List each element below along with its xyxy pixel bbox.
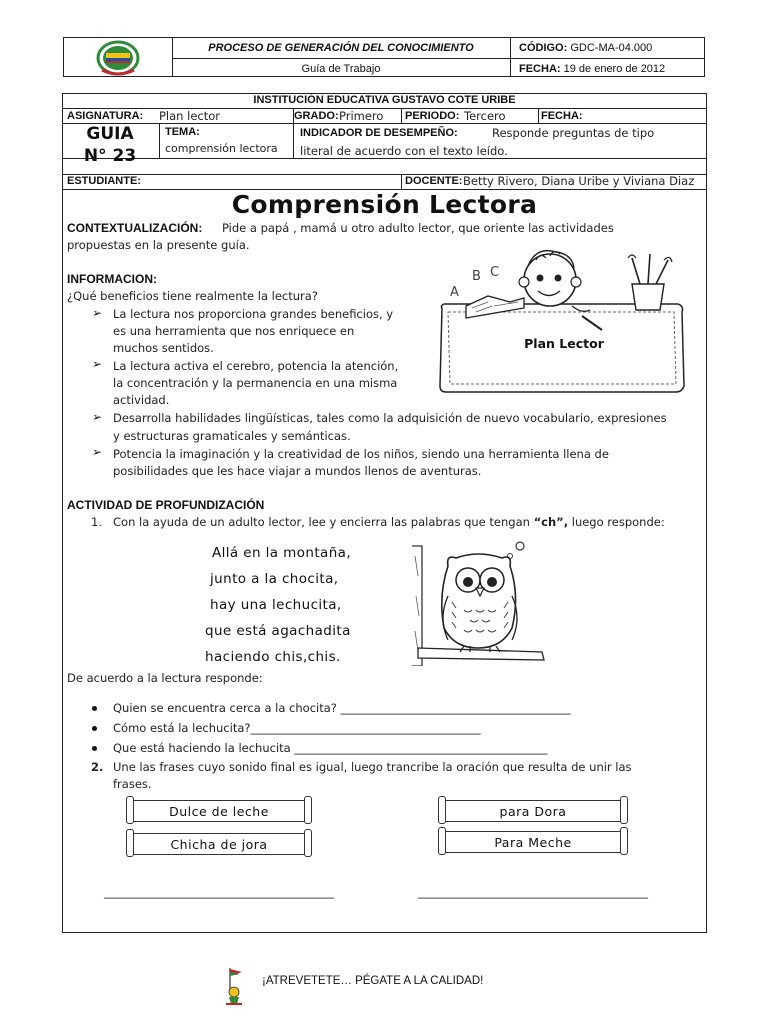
responde-instruction: De acuerdo a la lectura responde: — [67, 671, 263, 685]
info-bullet-1-line3: muchos sentidos. — [113, 341, 214, 355]
item2-line2: frases. — [113, 777, 152, 791]
plan-lector-label: Plan Lector — [524, 336, 604, 351]
info-bullet-1-line2: es una herramienta que nos enriquece en — [113, 324, 355, 338]
indicador-value-1: Responde preguntas de tipo — [492, 126, 655, 140]
tema-value: comprensión lectora — [165, 142, 278, 155]
item2-number: 2. — [91, 760, 104, 774]
indicador-value-2: literal de acuerdo con el texto leído. — [300, 144, 508, 158]
bullet-dot-icon — [92, 726, 97, 731]
phrase-para-meche[interactable]: Para Meche — [443, 831, 623, 853]
poem-line-5: haciendo chis,chis. — [205, 649, 341, 665]
actividad-heading: ACTIVIDAD DE PROFUNDIZACIÓN — [67, 498, 265, 512]
guia-label: GUIA — [86, 124, 134, 144]
page-title: Comprensión Lectora — [231, 190, 538, 219]
phrase-chicha-de-jora[interactable]: Chicha de jora — [131, 833, 307, 855]
arrow-bullet-icon: ➢ — [92, 357, 103, 371]
arrow-bullet-icon: ➢ — [92, 306, 103, 320]
document-header — [63, 37, 705, 77]
grado-value: Primero — [339, 109, 384, 123]
estudiante-label: ESTUDIANTE: — [67, 175, 141, 187]
periodo-label: PERIODO: — [405, 110, 460, 122]
tema-label: TEMA: — [165, 126, 200, 138]
plan-lector-illustration — [432, 236, 692, 398]
svg-text:C: C — [490, 265, 500, 280]
informacion-question: ¿Qué beneficios tiene realmente la lectura? — [67, 289, 318, 303]
phrase-para-dora[interactable]: para Dora — [443, 800, 623, 822]
info-bullet-3-line1: Desarrolla habilidades lingüísticas, tales como la adquisición de nuevo vocabulario, expresiones — [113, 411, 667, 425]
info-bullet-2-line3: actividad. — [113, 393, 170, 407]
phrase-dulce-de-leche[interactable]: Dulce de leche — [131, 800, 307, 822]
arrow-bullet-icon: ➢ — [92, 410, 103, 424]
docente-value: Betty Rivero, Diana Uribe y Viviana Diaz — [463, 174, 695, 188]
periodo-value: Tercero — [464, 109, 506, 123]
item1-number: 1. — [91, 515, 102, 529]
fecha-label: FECHA: — [541, 110, 583, 122]
poem-line-3: hay una lechucita, — [210, 597, 342, 613]
poem-line-1: Allá en la montaña, — [212, 545, 352, 561]
item2-line1: Une las frases cuyo sonido final es igual, luego trancribe la oración que resulta de unir las — [113, 760, 632, 774]
school-logo — [96, 40, 140, 76]
info-bullet-4-line1: Potencia la imaginación y la creatividad de los niños, siendo una herramienta llena de — [113, 447, 609, 461]
indicador-label: INDICADOR DE DESEMPEÑO: — [300, 127, 458, 139]
arrow-bullet-icon: ➢ — [92, 445, 103, 459]
info-bullet-1-line1: La lectura nos proporciona grandes beneficios, y — [113, 307, 394, 321]
poem-line-2: junto a la chocita, — [210, 571, 339, 587]
docente-label: DOCENTE: — [405, 175, 463, 187]
date-field: FECHA: 19 de enero de 2012 — [519, 62, 666, 75]
answer-line-right[interactable]: ________________________________________ — [418, 885, 648, 899]
doc-type: Guía de Trabajo — [301, 62, 381, 75]
asignatura-label: ASIGNATURA: — [67, 110, 144, 122]
institution-name: INSTITUCIÓN EDUCATIVA GUSTAVO COTE URIBE — [253, 94, 516, 106]
poem-line-4: que está agachadita — [205, 623, 351, 639]
grado-label: GRADO: — [294, 110, 339, 122]
owl-illustration — [412, 536, 552, 666]
informacion-heading: INFORMACION: — [67, 272, 157, 286]
question-1: Quien se encuentra cerca a la chocita? ________________________________________ — [113, 701, 571, 715]
process-title: PROCESO DE GENERACIÓN DEL CONOCIMIENTO — [208, 42, 474, 54]
info-bullet-2-line2: la concentración y la permanencia en una misma — [113, 376, 398, 390]
question-2: Cómo está la lechucita?________________________________________ — [113, 721, 481, 735]
contextualizacion-line1: Pide a papá , mamá u otro adulto lector, que oriente las actividades — [222, 221, 614, 235]
svg-text:B: B — [472, 269, 481, 284]
info-bullet-4-line2: posibilidades que les hace viajar a mundos llenos de aventuras. — [113, 464, 482, 478]
footer-mascot-icon — [222, 966, 246, 1006]
asignatura-value: Plan lector — [159, 109, 220, 123]
bullet-dot-icon — [92, 706, 97, 711]
guia-number: N° 23 — [83, 146, 137, 166]
info-bullet-2-line1: La lectura activa el cerebro, potencia la atención, — [113, 359, 399, 373]
answer-line-left[interactable]: ________________________________________ — [104, 885, 334, 899]
contextualizacion-line2: propuestas en la presente guía. — [67, 238, 250, 252]
contextualizacion-label: CONTEXTUALIZACIÓN: — [67, 221, 203, 235]
question-3: Que está haciendo la lechucita ____________________________________________ — [113, 741, 548, 755]
svg-text:A: A — [450, 285, 459, 300]
item1-text: Con la ayuda de un adulto lector, lee y encierra las palabras que tengan “ch”, luego responde: — [113, 515, 665, 529]
code-field: CÓDIGO: GDC-MA-04.000 — [519, 42, 653, 54]
bullet-dot-icon — [92, 746, 97, 751]
info-bullet-3-line2: y estructuras gramaticales y semánticas. — [113, 429, 351, 443]
footer-slogan: ¡ATREVETETE… PÉGATE A LA CALIDAD! — [262, 975, 484, 987]
